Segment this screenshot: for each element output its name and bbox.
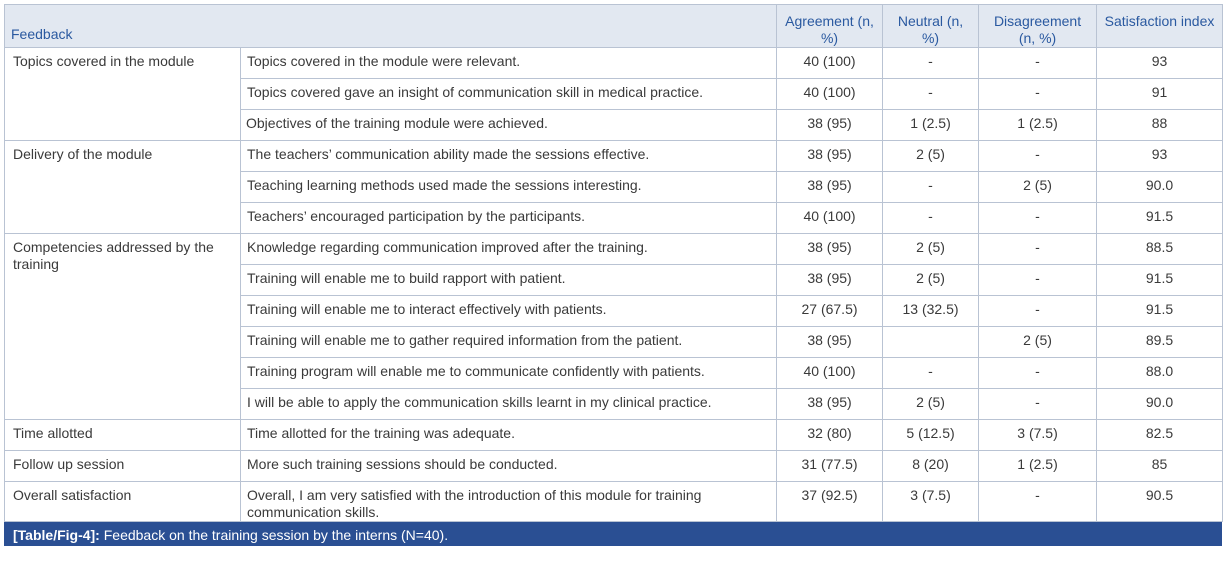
caption-text: Feedback on the training session by the interns (N=40). xyxy=(99,527,449,543)
statement-cell: Topics covered gave an insight of communication skill in medical practice. xyxy=(241,79,777,110)
neutral-cell: 2 (5) xyxy=(883,234,979,265)
neutral-cell: 3 (7.5) xyxy=(883,482,979,522)
index-cell: 88 xyxy=(1097,110,1223,141)
table-row xyxy=(5,482,1223,522)
agreement-cell: 38 (95) xyxy=(777,110,883,141)
disagreement-cell: - xyxy=(979,48,1097,79)
statement-cell: Time allotted for the training was adequate. xyxy=(241,420,777,451)
index-cell: 91.5 xyxy=(1097,296,1223,327)
table-caption xyxy=(4,522,1222,546)
table-row xyxy=(5,48,1223,79)
category-cell: Competencies addressed by the training xyxy=(5,234,241,420)
agreement-cell: 40 (100) xyxy=(777,48,883,79)
agreement-cell: 38 (95) xyxy=(777,265,883,296)
disagreement-cell: 2 (5) xyxy=(979,327,1097,358)
category-cell: Delivery of the module xyxy=(5,141,241,234)
feedback-table xyxy=(4,4,1223,522)
header-agreement: Agreement (n, %) xyxy=(777,5,883,48)
statement-cell: Knowledge regarding communication improved after the training. xyxy=(241,234,777,265)
disagreement-cell: - xyxy=(979,482,1097,522)
caption-label: [Table/Fig-4]: xyxy=(13,527,100,543)
header-neutral: Neutral (n, %) xyxy=(883,5,979,48)
statement-cell: Training will enable me to interact effectively with patients. xyxy=(241,296,777,327)
header-feedback: Feedback xyxy=(5,5,777,48)
statement-cell: Training will enable me to gather required information from the patient. xyxy=(241,327,777,358)
table-row xyxy=(5,234,1223,265)
disagreement-cell: 2 (5) xyxy=(979,172,1097,203)
index-cell: 91 xyxy=(1097,79,1223,110)
disagreement-cell: 3 (7.5) xyxy=(979,420,1097,451)
disagreement-cell: - xyxy=(979,265,1097,296)
index-cell: 90.0 xyxy=(1097,389,1223,420)
index-cell: 90.0 xyxy=(1097,172,1223,203)
disagreement-cell: - xyxy=(979,203,1097,234)
agreement-cell: 40 (100) xyxy=(777,203,883,234)
header-disagreement: Disagreement (n, %) xyxy=(979,5,1097,48)
statement-cell: Teaching learning methods used made the sessions interesting. xyxy=(241,172,777,203)
statement-cell: Teachers’ encouraged participation by the participants. xyxy=(241,203,777,234)
agreement-cell: 38 (95) xyxy=(777,389,883,420)
index-cell: 82.5 xyxy=(1097,420,1223,451)
neutral-cell: 13 (32.5) xyxy=(883,296,979,327)
index-cell: 88.5 xyxy=(1097,234,1223,265)
neutral-cell: 2 (5) xyxy=(883,389,979,420)
statement-cell: The teachers’ communication ability made the sessions effective. xyxy=(241,141,777,172)
index-cell: 85 xyxy=(1097,451,1223,482)
statement-cell: I will be able to apply the communication skills learnt in my clinical practice. xyxy=(241,389,777,420)
neutral-cell: - xyxy=(883,203,979,234)
disagreement-cell: - xyxy=(979,389,1097,420)
agreement-cell: 32 (80) xyxy=(777,420,883,451)
category-cell: Time allotted xyxy=(5,420,241,451)
category-cell: Follow up session xyxy=(5,451,241,482)
neutral-cell: - xyxy=(883,79,979,110)
neutral-cell: 8 (20) xyxy=(883,451,979,482)
agreement-cell: 38 (95) xyxy=(777,234,883,265)
index-cell: 91.5 xyxy=(1097,203,1223,234)
index-cell: 88.0 xyxy=(1097,358,1223,389)
disagreement-cell: 1 (2.5) xyxy=(979,110,1097,141)
table-header-row xyxy=(5,5,1223,48)
agreement-cell: 38 (95) xyxy=(777,327,883,358)
table-row xyxy=(5,451,1223,482)
statement-cell: Topics covered in the module were relevant. xyxy=(241,48,777,79)
index-cell: 91.5 xyxy=(1097,265,1223,296)
neutral-cell: 2 (5) xyxy=(883,141,979,172)
statement-cell: Objectives of the training module were achieved. xyxy=(241,110,777,141)
category-cell: Overall satisfaction xyxy=(5,482,241,522)
index-cell: 93 xyxy=(1097,48,1223,79)
statement-cell: Overall, I am very satisfied with the introduction of this module for training communication skills. xyxy=(241,482,777,522)
disagreement-cell: - xyxy=(979,234,1097,265)
neutral-cell: - xyxy=(883,358,979,389)
statement-cell: More such training sessions should be conducted. xyxy=(241,451,777,482)
neutral-cell: - xyxy=(883,48,979,79)
table-row xyxy=(5,420,1223,451)
agreement-cell: 38 (95) xyxy=(777,172,883,203)
agreement-cell: 31 (77.5) xyxy=(777,451,883,482)
category-cell: Topics covered in the module xyxy=(5,48,241,141)
neutral-cell: - xyxy=(883,172,979,203)
statement-cell: Training program will enable me to communicate confidently with patients. xyxy=(241,358,777,389)
table-figure xyxy=(4,4,1222,546)
disagreement-cell: - xyxy=(979,141,1097,172)
table-row xyxy=(5,141,1223,172)
disagreement-cell: - xyxy=(979,358,1097,389)
agreement-cell: 40 (100) xyxy=(777,358,883,389)
index-cell: 90.5 xyxy=(1097,482,1223,522)
statement-cell: Training will enable me to build rapport with patient. xyxy=(241,265,777,296)
index-cell: 93 xyxy=(1097,141,1223,172)
header-satisfaction-index: Satisfaction index xyxy=(1097,5,1223,48)
neutral-cell: 2 (5) xyxy=(883,265,979,296)
agreement-cell: 38 (95) xyxy=(777,141,883,172)
neutral-cell: 1 (2.5) xyxy=(883,110,979,141)
index-cell: 89.5 xyxy=(1097,327,1223,358)
disagreement-cell: - xyxy=(979,79,1097,110)
disagreement-cell: 1 (2.5) xyxy=(979,451,1097,482)
disagreement-cell: - xyxy=(979,296,1097,327)
neutral-cell xyxy=(883,327,979,358)
agreement-cell: 27 (67.5) xyxy=(777,296,883,327)
agreement-cell: 40 (100) xyxy=(777,79,883,110)
neutral-cell: 5 (12.5) xyxy=(883,420,979,451)
agreement-cell: 37 (92.5) xyxy=(777,482,883,522)
